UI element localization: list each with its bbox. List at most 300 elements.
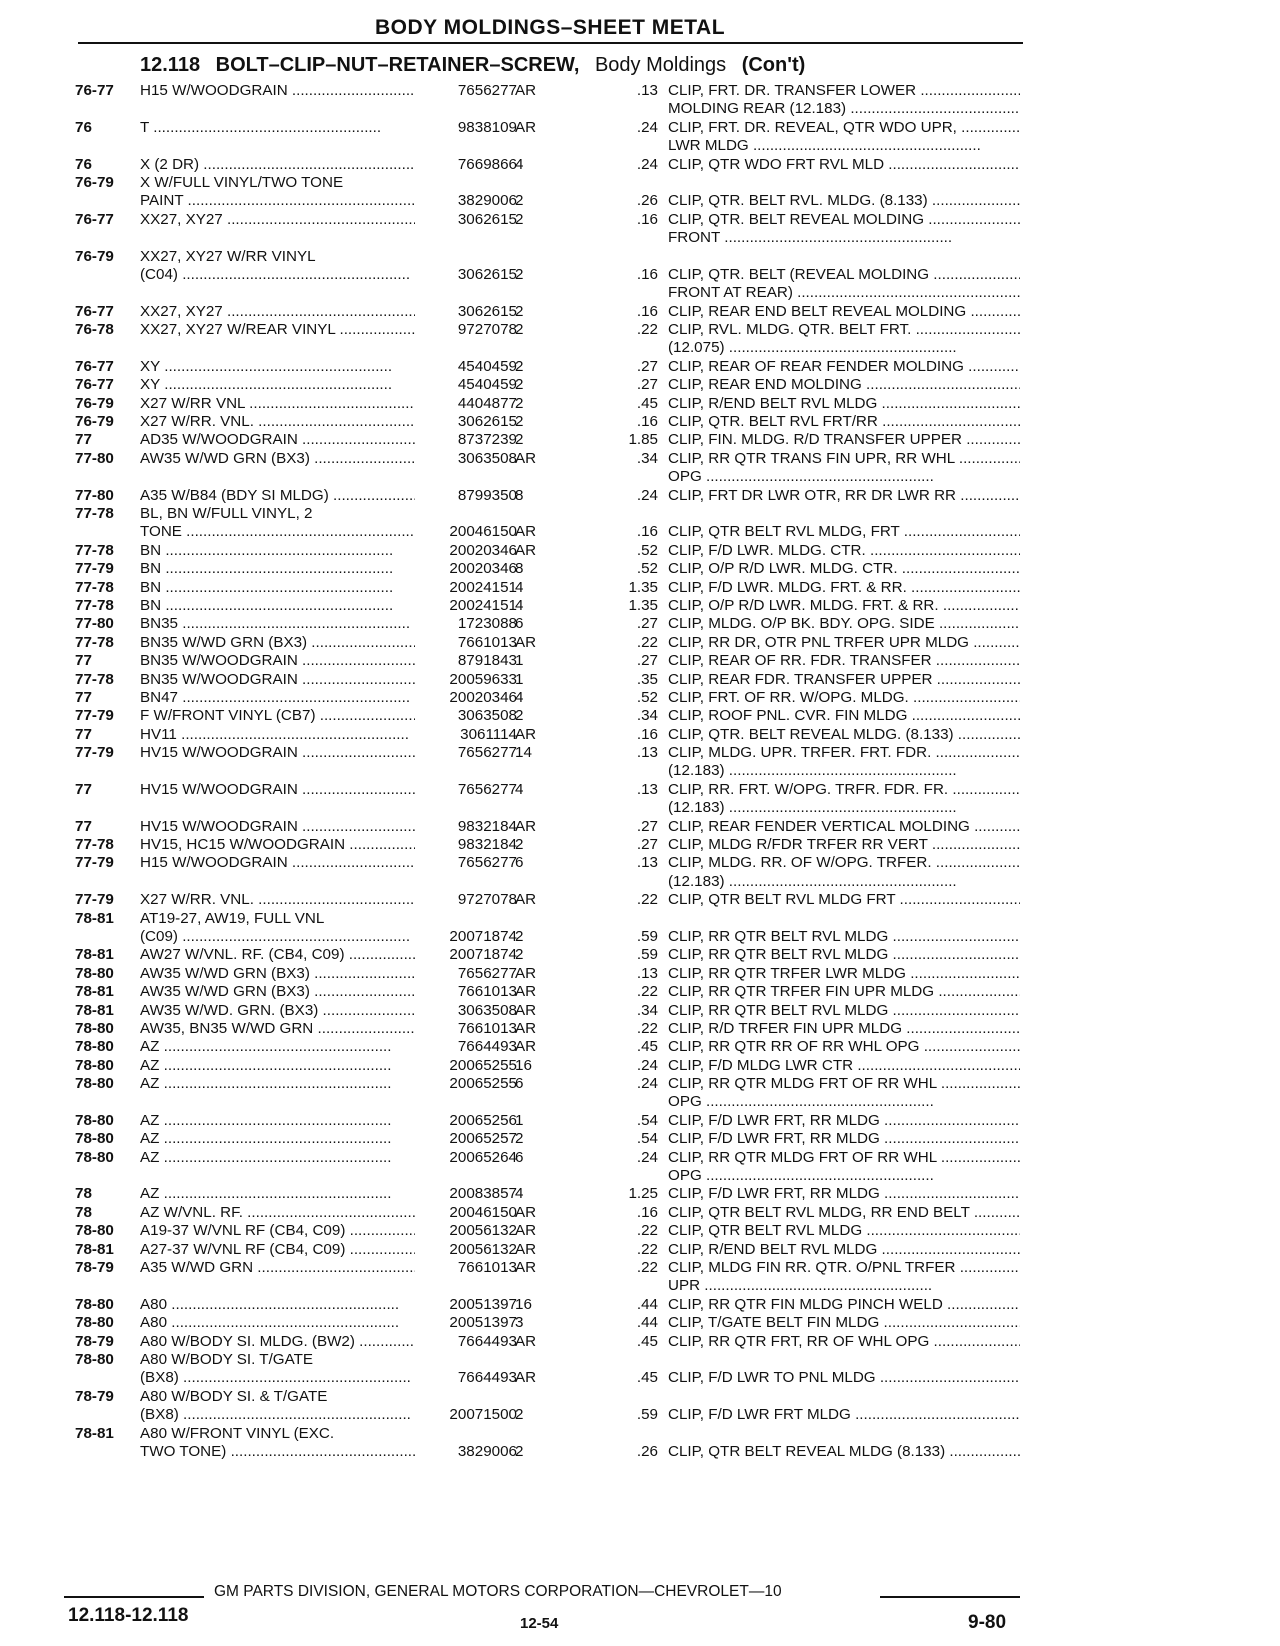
description-cell: CLIP, REAR FENDER VERTICAL MOLDING ..... (668, 818, 1020, 836)
section-cont: (Con't) (741, 54, 806, 76)
part-number-cell: 3829006 (457, 192, 517, 210)
quantity-cell: 2 (515, 946, 524, 964)
model-cell: AW35 W/WD. GRN. (BX3) ..... (140, 1002, 415, 1020)
model-cell: A80 W/BODY SI. T/GATE (140, 1350, 314, 1368)
description-cell: CLIP, MLDG. O/P BK. BDY. OPG. SIDE ..... (668, 615, 1020, 633)
table-row (0, 1241, 1280, 1259)
model-cell: X27 W/RR. VNL. ..... (140, 891, 415, 909)
model-cell: A35 W/WD GRN ..... (140, 1259, 415, 1277)
year-cell: 77-78 (75, 596, 114, 614)
price-cell: .16 (636, 523, 658, 541)
model-cell: A80 ..... (140, 1314, 415, 1332)
description-cell: CLIP, O/P R/D LWR. MLDG. FRT. & RR. ..... (668, 597, 1020, 615)
year-cell: 78-80 (75, 1075, 114, 1093)
price-cell: .35 (636, 670, 658, 688)
quantity-cell: AR (515, 118, 537, 136)
quantity-cell: AR (515, 1222, 537, 1240)
section-heading (140, 54, 815, 77)
model-cell: AZ W/VNL. RF. ..... (140, 1204, 415, 1222)
description-cell: OPG ..... (668, 1167, 1020, 1185)
quantity-cell: AR (515, 541, 537, 559)
model-cell: BN35 W/WOODGRAIN ..... (140, 671, 415, 689)
year-cell: 78-80 (75, 1295, 114, 1313)
description-cell: CLIP, MLDG. UPR. TRFER. FRT. FDR. ..... (668, 744, 1020, 762)
price-cell: .27 (636, 357, 658, 375)
part-number-cell: 7656277 (457, 744, 517, 762)
year-cell: 78-80 (75, 1056, 114, 1074)
model-cell: AZ ..... (140, 1130, 415, 1148)
year-cell: 78-81 (75, 983, 114, 1001)
part-number-cell: 7656277 (457, 780, 517, 798)
part-number-cell: 20059633 (449, 670, 517, 688)
description-cell: CLIP, FRT. DR. TRANSFER LOWER ..... (668, 82, 1020, 100)
footer-publisher: GM PARTS DIVISION, GENERAL MOTORS CORPORATION—CHEVROLET—10 (214, 1583, 782, 1600)
quantity-cell: AR (515, 1001, 537, 1019)
description-cell: CLIP, REAR END MOLDING ..... (668, 376, 1020, 394)
year-cell: 76-78 (75, 321, 114, 339)
year-cell: 76-77 (75, 357, 114, 375)
quantity-cell: 14 (515, 744, 532, 762)
description-cell: CLIP, QTR. BELT REVEAL MOLDING ..... (668, 211, 1020, 229)
quantity-cell: 8 (515, 486, 524, 504)
part-number-cell: 4404877 (457, 394, 517, 412)
description-cell: CLIP, RR QTR RR OF RR WHL OPG ..... (668, 1038, 1020, 1056)
year-cell: 78-79 (75, 1387, 114, 1405)
part-number-cell: 20083857 (449, 1185, 517, 1203)
part-number-cell: 7661013 (457, 633, 517, 651)
model-cell: AT19-27, AW19, FULL VNL (140, 909, 325, 927)
model-cell: (BX8) ..... (140, 1406, 415, 1424)
description-cell: CLIP, R/END BELT RVL MLDG ..... (668, 1241, 1020, 1259)
year-cell: 76-77 (75, 82, 114, 99)
description-cell: CLIP, F/D LWR FRT, RR MLDG ..... (668, 1130, 1020, 1148)
price-cell: .22 (636, 983, 658, 1001)
page-title: BODY MOLDINGS–SHEET METAL (374, 16, 726, 39)
part-number-cell: 7669866 (457, 155, 517, 173)
quantity-cell: AR (515, 964, 537, 982)
model-cell: AZ ..... (140, 1038, 415, 1056)
description-cell: FRONT ..... (668, 229, 1020, 247)
table-row (0, 137, 1280, 155)
section-subtitle: Body Moldings (594, 54, 727, 76)
model-cell: BN35 W/WD GRN (BX3) ..... (140, 634, 415, 652)
year-cell: 78-81 (75, 946, 114, 964)
quantity-cell: 4 (515, 1185, 524, 1203)
price-cell: .52 (636, 688, 658, 706)
table-row (0, 284, 1280, 302)
table-row (0, 542, 1280, 560)
part-number-cell: 9832184 (457, 817, 517, 835)
part-number-cell: 8791843 (457, 652, 517, 670)
model-cell: AW35, BN35 W/WD GRN ..... (140, 1020, 415, 1038)
model-cell: X27 W/RR VNL ..... (140, 395, 415, 413)
table-row (0, 652, 1280, 670)
part-number-cell: 20051397 (449, 1314, 517, 1332)
quantity-cell: 6 (515, 1075, 524, 1093)
price-cell: .13 (636, 964, 658, 982)
part-number-cell: 4540459 (457, 357, 517, 375)
model-cell: A80 W/BODY SI. & T/GATE (140, 1387, 328, 1405)
description-cell: CLIP, QTR BELT RVL MLDG FRT ..... (668, 891, 1020, 909)
price-cell: .52 (636, 541, 658, 559)
price-cell: .44 (636, 1295, 658, 1313)
table-row (0, 597, 1280, 615)
model-cell: XY ..... (140, 358, 415, 376)
description-cell: (12.183) ..... (668, 799, 1020, 817)
description-cell: CLIP, F/D LWR. MLDG. CTR. ..... (668, 542, 1020, 560)
part-number-cell: 20071874 (449, 927, 517, 945)
year-cell: 77-79 (75, 744, 114, 762)
part-number-cell: 7661013 (457, 1259, 517, 1276)
part-number-cell: 20071500 (449, 1406, 517, 1424)
table-row (0, 854, 1280, 872)
year-cell: 77-78 (75, 670, 114, 688)
table-row (0, 873, 1280, 891)
price-cell: .16 (636, 265, 658, 283)
year-cell: 77-78 (75, 836, 114, 854)
year-cell: 77-80 (75, 449, 114, 467)
quantity-cell: 2 (515, 707, 524, 725)
quantity-cell: AR (515, 891, 537, 909)
model-cell: AZ ..... (140, 1057, 415, 1075)
price-cell: .22 (636, 321, 658, 339)
model-cell: (BX8) ..... (140, 1369, 415, 1387)
description-cell: CLIP, MLDG FIN RR. QTR. O/PNL TRFER ..... (668, 1259, 1020, 1277)
description-cell: CLIP, QTR. BELT (REVEAL MOLDING ..... (668, 266, 1020, 284)
table-row (0, 1057, 1280, 1075)
quantity-cell: AR (515, 1259, 537, 1276)
model-cell: X27 W/RR. VNL. ..... (140, 413, 415, 431)
table-row (0, 192, 1280, 210)
year-cell: 78-80 (75, 1019, 114, 1037)
description-cell: CLIP, MLDG R/FDR TRFER RR VERT ..... (668, 836, 1020, 854)
model-cell: XX27, XY27 W/RR VINYL (140, 247, 316, 265)
description-cell: CLIP, F/D LWR. MLDG. FRT. & RR. ..... (668, 579, 1020, 597)
table-row (0, 156, 1280, 174)
price-cell: .34 (636, 707, 658, 725)
part-number-cell: 7661013 (457, 983, 517, 1001)
footer-rule-left (64, 1596, 204, 1598)
price-cell: .59 (636, 946, 658, 964)
description-cell: CLIP, T/GATE BELT FIN MLDG ..... (668, 1314, 1020, 1332)
quantity-cell: 2 (515, 1130, 524, 1148)
table-row (0, 1388, 1280, 1406)
year-cell: 77-80 (75, 486, 114, 504)
table-row (0, 1167, 1280, 1185)
description-cell: CLIP, F/D LWR FRT, RR MLDG ..... (668, 1185, 1020, 1203)
model-cell: A80 W/FRONT VINYL (EXC. (140, 1424, 335, 1442)
quantity-cell: 4 (515, 596, 524, 614)
year-cell: 78-81 (75, 1240, 114, 1258)
model-cell: BL, BN W/FULL VINYL, 2 (140, 504, 313, 522)
quantity-cell: AR (515, 1203, 537, 1221)
quantity-cell: 6 (515, 1148, 524, 1166)
description-cell: UPR ..... (668, 1277, 1020, 1295)
table-row (0, 1277, 1280, 1295)
model-cell: AZ ..... (140, 1112, 415, 1130)
price-cell: .45 (636, 1332, 658, 1350)
year-cell: 78-80 (75, 1314, 114, 1332)
table-row (0, 946, 1280, 964)
year-cell: 77-78 (75, 633, 114, 651)
model-cell: BN ..... (140, 579, 415, 597)
quantity-cell: 4 (515, 780, 524, 798)
price-cell: .13 (636, 82, 658, 99)
quantity-cell: 2 (515, 210, 524, 228)
quantity-cell: 2 (515, 836, 524, 854)
model-cell: PAINT ..... (140, 192, 415, 210)
year-cell: 77-79 (75, 891, 114, 909)
part-number-cell: 7664493 (457, 1038, 517, 1056)
part-number-cell: 20024151 (449, 578, 517, 596)
parts-list (0, 82, 1280, 1461)
quantity-cell: 2 (515, 413, 524, 431)
part-number-cell: 3061114 (460, 725, 517, 743)
price-cell: .22 (636, 1259, 658, 1276)
quantity-cell: AR (515, 523, 537, 541)
price-cell: 1.85 (628, 431, 658, 449)
price-cell: .27 (636, 836, 658, 854)
quantity-cell: 2 (515, 302, 524, 320)
description-cell: (12.183) ..... (668, 762, 1020, 780)
year-cell: 77 (75, 817, 92, 835)
model-cell: AW35 W/WD GRN (BX3) ..... (140, 983, 415, 1001)
price-cell: .27 (636, 615, 658, 633)
model-cell: A35 W/B84 (BDY SI MLDG) ..... (140, 487, 415, 505)
price-cell: .45 (636, 394, 658, 412)
description-cell: FRONT AT REAR) ..... (668, 284, 1020, 302)
price-cell: .24 (636, 118, 658, 136)
part-number-cell: 8737239 (457, 431, 517, 449)
part-number-cell: 3062615 (457, 413, 517, 431)
footer-date: 9-80 (968, 1612, 1007, 1633)
table-row (0, 836, 1280, 854)
model-cell: HV11 ..... (140, 726, 415, 744)
table-row (0, 174, 1280, 192)
year-cell: 77 (75, 780, 92, 798)
model-cell: BN47 ..... (140, 689, 415, 707)
description-cell: CLIP, RR QTR FIN MLDG PINCH WELD ..... (668, 1296, 1020, 1314)
table-row (0, 744, 1280, 762)
description-cell: CLIP, R/D TRFER FIN UPR MLDG ..... (668, 1020, 1020, 1038)
description-cell: (12.183) ..... (668, 873, 1020, 891)
table-row (0, 1222, 1280, 1240)
part-number-cell: 20051397 (449, 1295, 517, 1313)
part-number-cell: 3829006 (457, 1442, 517, 1460)
description-cell: CLIP, F/D LWR TO PNL MLDG ..... (668, 1369, 1020, 1387)
table-row (0, 487, 1280, 505)
description-cell: CLIP, RR QTR BELT RVL MLDG ..... (668, 946, 1020, 964)
description-cell: CLIP, RR DR, OTR PNL TRFER UPR MLDG ..... (668, 634, 1020, 652)
year-cell: 77 (75, 725, 92, 743)
description-cell: CLIP, RR. FRT. W/OPG. TRFR. FDR. FR. ..... (668, 781, 1020, 799)
year-cell: 76-79 (75, 173, 114, 191)
model-cell: H15 W/WOODGRAIN ..... (140, 854, 415, 872)
part-number-cell: 20065255 (449, 1075, 517, 1093)
model-cell: AD35 W/WOODGRAIN ..... (140, 431, 415, 449)
quantity-cell: 2 (515, 321, 524, 339)
price-cell: .22 (636, 1019, 658, 1037)
price-cell: .16 (636, 302, 658, 320)
description-cell: CLIP, RR QTR MLDG FRT OF RR WHL ..... (668, 1149, 1020, 1167)
price-cell: .24 (636, 155, 658, 173)
table-row (0, 1112, 1280, 1130)
description-cell: CLIP, FRT. OF RR. W/OPG. MLDG. ..... (668, 689, 1020, 707)
price-cell: .26 (636, 1442, 658, 1460)
price-cell: .45 (636, 1038, 658, 1056)
year-cell: 77-80 (75, 615, 114, 633)
year-cell: 76-77 (75, 376, 114, 394)
model-cell: TWO TONE) ..... (140, 1443, 415, 1461)
price-cell: .54 (636, 1130, 658, 1148)
description-cell: CLIP, QTR BELT RVL MLDG ..... (668, 1222, 1020, 1240)
part-number-cell: 3063508 (457, 1001, 517, 1019)
table-row (0, 413, 1280, 431)
year-cell: 78-79 (75, 1332, 114, 1350)
price-cell: .16 (636, 210, 658, 228)
part-number-cell: 9838109 (457, 118, 517, 136)
description-cell: CLIP, RR QTR MLDG FRT OF RR WHL ..... (668, 1075, 1020, 1093)
price-cell: .24 (636, 1075, 658, 1093)
table-row (0, 1351, 1280, 1369)
price-cell: .13 (636, 854, 658, 872)
table-row (0, 468, 1280, 486)
table-row (0, 1369, 1280, 1387)
table-row (0, 211, 1280, 229)
description-cell: OPG ..... (668, 1093, 1020, 1111)
table-row (0, 358, 1280, 376)
year-cell: 78 (75, 1185, 92, 1203)
description-cell: CLIP, QTR BELT RVL MLDG, FRT ..... (668, 523, 1020, 541)
model-cell: X (2 DR) ..... (140, 156, 415, 174)
price-cell: 1.25 (628, 1185, 658, 1203)
description-cell: CLIP, QTR WDO FRT RVL MLD ..... (668, 156, 1020, 174)
price-cell: .22 (636, 1240, 658, 1258)
year-cell: 78-80 (75, 1148, 114, 1166)
table-row (0, 965, 1280, 983)
quantity-cell: 1 (515, 1111, 524, 1129)
part-number-cell: 7664493 (457, 1369, 517, 1387)
table-row (0, 1038, 1280, 1056)
price-cell: .27 (636, 817, 658, 835)
description-cell: CLIP, FRT. DR. REVEAL, QTR WDO UPR, ..... (668, 119, 1020, 137)
part-number-cell: 20056132 (449, 1240, 517, 1258)
price-cell: .24 (636, 1148, 658, 1166)
description-cell: CLIP, QTR. BELT REVEAL MLDG. (8.133) ..... (668, 726, 1020, 744)
quantity-cell: 2 (515, 376, 524, 394)
description-cell: CLIP, REAR FDR. TRANSFER UPPER ..... (668, 671, 1020, 689)
description-cell: CLIP, RVL. MLDG. QTR. BELT FRT. ..... (668, 321, 1020, 339)
year-cell: 78-80 (75, 1038, 114, 1056)
quantity-cell: AR (515, 633, 537, 651)
model-cell: AZ ..... (140, 1185, 415, 1203)
year-cell: 76-79 (75, 247, 114, 265)
table-row (0, 505, 1280, 523)
year-cell: 76-79 (75, 394, 114, 412)
table-row (0, 450, 1280, 468)
quantity-cell: 2 (515, 927, 524, 945)
part-number-cell: 20020346 (449, 688, 517, 706)
price-cell: .24 (636, 1056, 658, 1074)
year-cell: 78-80 (75, 1222, 114, 1240)
price-cell: .27 (636, 652, 658, 670)
quantity-cell: 4 (515, 688, 524, 706)
quantity-cell: 6 (515, 615, 524, 633)
price-cell: .52 (636, 560, 658, 578)
quantity-cell: 2 (515, 192, 524, 210)
table-row (0, 726, 1280, 744)
part-number-cell: 7661013 (457, 1019, 517, 1037)
description-cell: CLIP, RR QTR BELT RVL MLDG ..... (668, 928, 1020, 946)
table-row (0, 119, 1280, 137)
year-cell: 78-79 (75, 1259, 114, 1276)
model-cell: AZ ..... (140, 1149, 415, 1167)
quantity-cell: 6 (515, 854, 524, 872)
table-row (0, 303, 1280, 321)
part-number-cell: 4540459 (457, 376, 517, 394)
part-number-cell: 20020346 (449, 541, 517, 559)
table-row (0, 579, 1280, 597)
model-cell: H15 W/WOODGRAIN ..... (140, 82, 415, 100)
year-cell: 77-79 (75, 560, 114, 578)
part-number-cell: 9832184 (457, 836, 517, 854)
quantity-cell: AR (515, 983, 537, 1001)
table-row (0, 983, 1280, 1001)
part-number-cell: 3062615 (457, 265, 517, 283)
description-cell: CLIP, FIN. MLDG. R/D TRANSFER UPPER ..... (668, 431, 1020, 449)
year-cell: 78-81 (75, 909, 114, 927)
header-rule (78, 42, 1023, 44)
footer-page-number: 12-54 (520, 1615, 559, 1632)
part-number-cell: 9727078 (457, 891, 517, 909)
price-cell: .44 (636, 1314, 658, 1332)
quantity-cell: 1 (515, 670, 524, 688)
table-row (0, 1093, 1280, 1111)
price-cell: .54 (636, 1111, 658, 1129)
quantity-cell: 2 (515, 1442, 524, 1460)
table-row (0, 229, 1280, 247)
description-cell: CLIP, REAR OF REAR FENDER MOLDING ..... (668, 358, 1020, 376)
quantity-cell: 2 (515, 394, 524, 412)
model-cell: BN35 ..... (140, 615, 415, 633)
price-cell: .22 (636, 1222, 658, 1240)
table-row (0, 1406, 1280, 1424)
quantity-cell: AR (515, 1019, 537, 1037)
description-cell: CLIP, MLDG. RR. OF W/OPG. TRFER. ..... (668, 854, 1020, 872)
quantity-cell: 3 (515, 1314, 524, 1332)
part-number-cell: 20065264 (449, 1148, 517, 1166)
description-cell: CLIP, REAR END BELT REVEAL MOLDING ..... (668, 303, 1020, 321)
year-cell: 76-77 (75, 210, 114, 228)
price-cell: .16 (636, 1203, 658, 1221)
table-row (0, 910, 1280, 928)
year-cell: 78-80 (75, 1130, 114, 1148)
quantity-cell: AR (515, 82, 537, 99)
table-row (0, 781, 1280, 799)
model-cell: F W/FRONT VINYL (CB7) ..... (140, 707, 415, 725)
year-cell: 78-80 (75, 1350, 114, 1368)
table-row (0, 560, 1280, 578)
table-row (0, 395, 1280, 413)
model-cell: AW35 W/WD GRN (BX3) ..... (140, 965, 415, 983)
quantity-cell: 16 (515, 1295, 532, 1313)
quantity-cell: 16 (515, 1056, 532, 1074)
price-cell: .22 (636, 633, 658, 651)
table-row (0, 928, 1280, 946)
table-row (0, 891, 1280, 909)
table-row (0, 1130, 1280, 1148)
quantity-cell: AR (515, 725, 537, 743)
